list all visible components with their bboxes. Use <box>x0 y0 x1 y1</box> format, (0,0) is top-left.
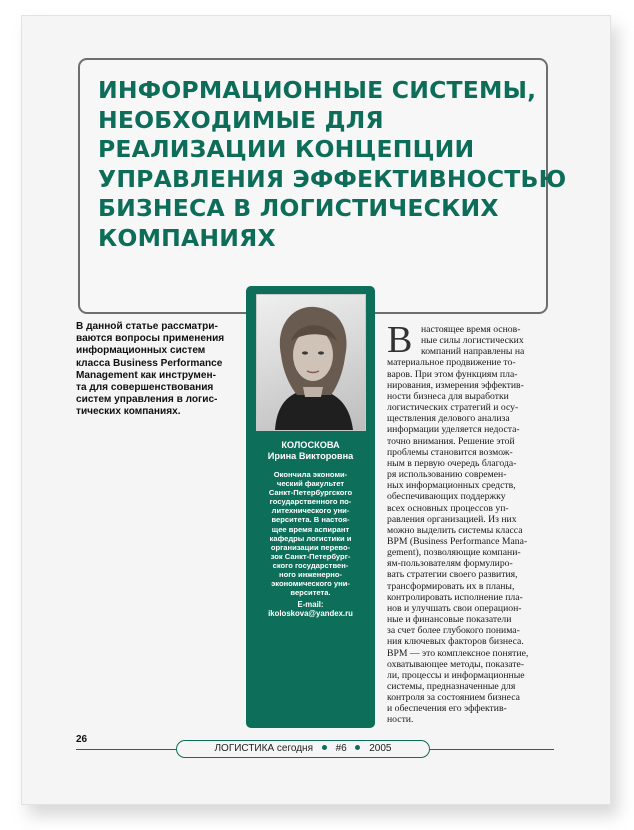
abstract-line: систем управления в логис- <box>76 394 218 406</box>
abstract-line: ваются вопросы применения <box>76 333 225 345</box>
bio-line: зок Санкт-Петербург- <box>270 551 351 561</box>
body-line: логистических стратегий и осу- <box>387 402 519 414</box>
magazine-name: ЛОГИСТИКА сегодня <box>214 743 313 754</box>
body-line: равления организацией. Из них <box>387 513 517 525</box>
bio-line: экономического уни- <box>271 579 350 589</box>
body-line: нирования, измерения эффектив- <box>387 379 524 391</box>
page-number: 26 <box>76 734 88 745</box>
email-label: E-mail: <box>297 600 324 609</box>
body-line: за счет более глубокого понима- <box>387 625 520 637</box>
body-line: ным в первую очередь благода- <box>387 457 517 469</box>
body-line: контролировать исполнение пла- <box>387 591 523 603</box>
author-surname: КОЛОСКОВА <box>281 440 340 450</box>
title-line: РЕАЛИЗАЦИИ КОНЦЕПЦИИ <box>98 135 475 163</box>
body-line: gement), позволяющие компани- <box>387 547 521 559</box>
body-line: ли, процессы и информационные <box>387 669 525 681</box>
abstract-line: тических компаниях. <box>76 406 181 418</box>
issue-year: 2005 <box>369 743 392 754</box>
body-line: материальное продвижение то- <box>387 357 516 369</box>
body-line: контроля за состоянием бизнеса <box>387 692 520 704</box>
bio-line: государственного по- <box>269 497 352 507</box>
bio-line: ного инженерно- <box>278 570 342 580</box>
bio-line: Окончила экономи- <box>273 470 348 479</box>
body-line: можно выделить системы класса <box>387 524 523 536</box>
body-line: информации уделяется недоста- <box>387 424 520 436</box>
author-given-names: Ирина Викторовна <box>267 450 354 461</box>
running-footer <box>176 740 430 758</box>
email-link[interactable]: ikoloskova@yandex.ru <box>268 609 353 619</box>
body-line: ности. <box>387 714 414 726</box>
bio-line: ческий факультет <box>276 479 345 489</box>
author-panel <box>246 286 375 728</box>
footer-rule-right <box>430 749 554 750</box>
body-line: варов. При этом функциям пла- <box>387 368 518 380</box>
bio-line: литехнического уни- <box>271 506 350 516</box>
body-line: ности бизнеса для выработки <box>387 390 509 402</box>
bio-line: щее время аспирант <box>271 524 350 534</box>
article-body <box>387 319 550 726</box>
issue-number: #6 <box>335 743 347 754</box>
body-line: вать стратегии своего развития, <box>387 569 518 581</box>
body-line: точно внимания. Решение этой <box>387 435 515 447</box>
bullet-dot-icon <box>355 745 360 750</box>
bio-line: ского государствен- <box>272 560 349 570</box>
body-line: ям-пользователям формулиро- <box>387 558 513 570</box>
bullet-dot-icon <box>322 745 327 750</box>
body-line: системы, предназначенные для <box>387 681 516 692</box>
drop-cap: В <box>387 319 413 361</box>
author-name <box>250 440 371 461</box>
title-line: КОМПАНИЯХ <box>98 223 276 252</box>
body-line: BPM (Business Performance Mana- <box>387 535 528 547</box>
abstract-line: В данной статье рассматри- <box>76 321 218 332</box>
body-line: компаний направлены на <box>421 346 525 358</box>
body-line: BPM — это комплексное понятие, <box>387 647 529 659</box>
bio-line: организации перево- <box>270 542 351 552</box>
body-line: обеспечивающих поддержку <box>387 491 506 503</box>
author-photo <box>256 294 366 431</box>
article-abstract <box>76 321 254 419</box>
abstract-line: класса Business Performance <box>76 357 223 369</box>
body-line: и обеспечения его эффектив- <box>387 703 507 715</box>
author-bio <box>254 470 367 597</box>
body-line: ные и финансовые показатели <box>387 614 512 626</box>
bio-line: кафедры логистики и <box>269 533 352 543</box>
title-line: НЕОБХОДИМЫЕ ДЛЯ <box>98 105 384 134</box>
title-line: УПРАВЛЕНИЯ ЭФФЕКТИВНОСТЬЮ <box>98 164 567 193</box>
bio-line: верситета. В настоя- <box>271 515 350 525</box>
body-line: проблемы становится возмож- <box>387 446 513 458</box>
title-line: БИЗНЕСА В ЛОГИСТИЧЕСКИХ <box>98 194 499 222</box>
magazine-page <box>22 16 610 804</box>
body-line: настоящее время основ- <box>421 324 521 335</box>
portrait-illustration <box>257 295 365 430</box>
body-line: ря использованию современ- <box>387 469 507 481</box>
body-line: ществления делового анализа <box>387 413 510 425</box>
article-title <box>98 76 567 253</box>
abstract-line: та для совершенствования <box>76 382 214 394</box>
author-contact <box>250 600 371 619</box>
body-line: нов и улучшать свои операцион- <box>387 602 522 614</box>
title-line: ИНФОРМАЦИОННЫЕ СИСТЕМЫ, <box>98 76 537 104</box>
bio-line: Санкт-Петербургского <box>268 488 353 498</box>
body-line: охватывающее методы, показате- <box>387 658 525 670</box>
body-line: ные силы логистических <box>421 335 524 347</box>
bio-line: верситета. <box>290 588 331 598</box>
abstract-line: Management как инструмен- <box>76 369 216 381</box>
title-frame <box>78 58 567 314</box>
body-line: ных информационных средств, <box>387 480 516 492</box>
body-line: ния ключевых факторов бизнеса. <box>387 636 524 648</box>
abstract-line: информационных систем <box>76 345 206 357</box>
footer-rule-left <box>76 749 176 750</box>
body-line: трансформировать их в планы, <box>387 580 515 592</box>
body-line: всех основных процессов уп- <box>387 502 509 514</box>
